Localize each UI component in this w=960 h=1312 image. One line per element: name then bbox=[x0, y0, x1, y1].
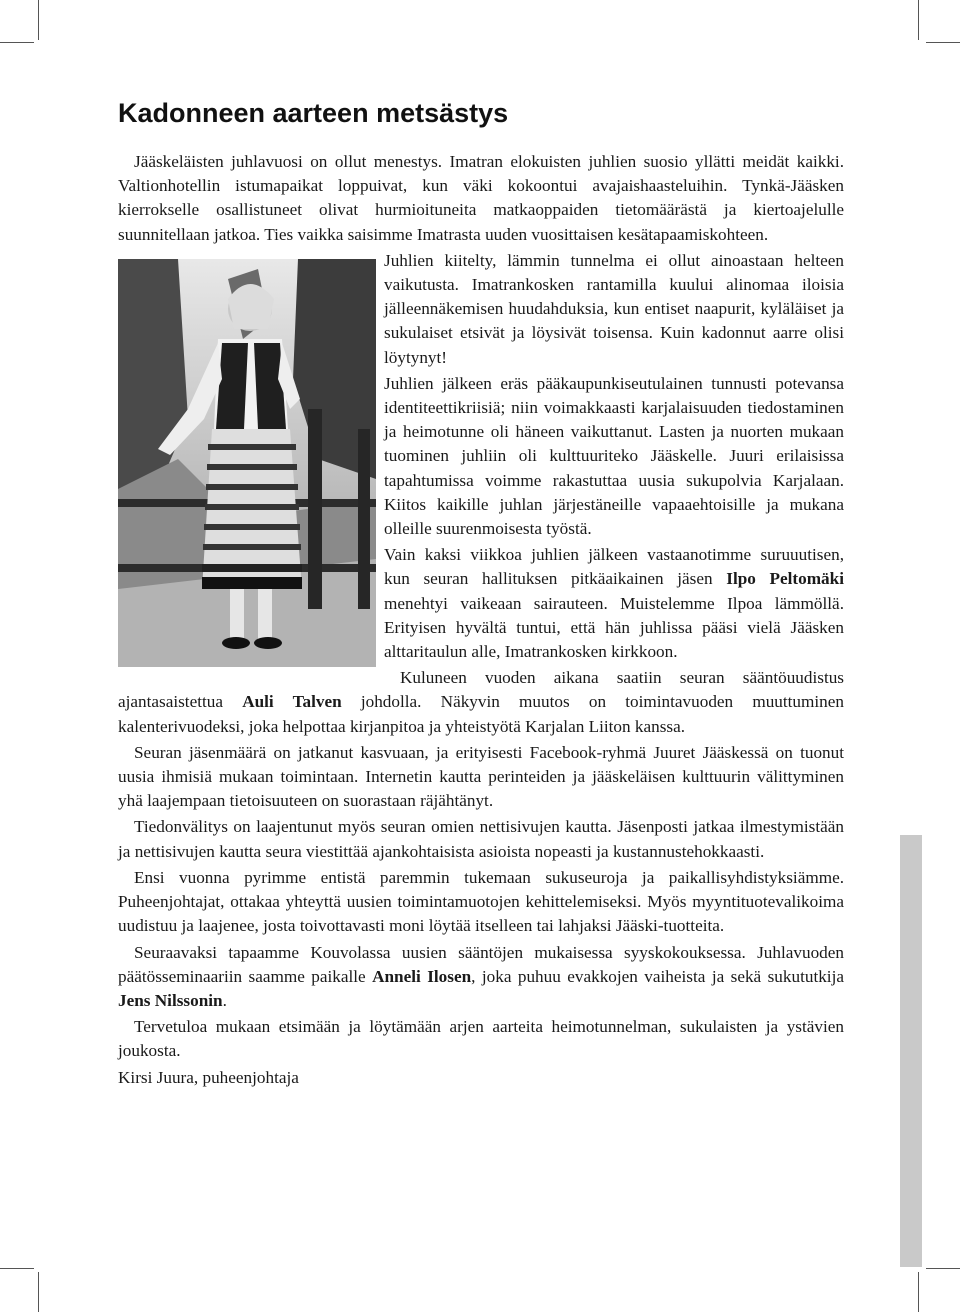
crop-mark bbox=[38, 0, 39, 40]
portrait-photo bbox=[118, 259, 376, 667]
name-auli: Auli Talven bbox=[242, 692, 342, 712]
name-anneli: Anneli Ilosen bbox=[372, 966, 472, 986]
page-edge-tab bbox=[900, 835, 922, 1267]
crop-mark bbox=[926, 42, 960, 43]
crop-mark bbox=[38, 1272, 39, 1312]
paragraph-next-year: Ensi vuonna pyrimme entistä paremmin tukemaan sukuseuroja ja paikallisyhdistyksiämme. Puheenjohtajat, ottakaa yhteyttä uusien toimintamuotojen kehittelemiseksi. Myös myyntituotevalikoima uudistuu ja laajenee, josta toivottavasti moni löytää itselleen tai lahjaksi Jääski-tuotteita. bbox=[118, 867, 844, 936]
crop-mark bbox=[0, 42, 34, 43]
crop-mark bbox=[918, 1272, 919, 1312]
crop-mark bbox=[926, 1268, 960, 1269]
article-body bbox=[118, 150, 844, 1092]
page-title: Kadonneen aarteen metsästys bbox=[118, 98, 509, 128]
paragraph-meeting: Seuraavaksi tapaamme Kouvolassa uusien sääntöjen mukaisessa syyskokouksessa. Juhlavuoden päätösseminaariin saamme paikalle Anneli Ilosen, joka puhuu evakkojen vaiheista ja sekä sukututkija Jens Nilssonin. bbox=[118, 942, 844, 1010]
paragraph-identity: Juhlien jälkeen eräs pääkaupunkiseutulainen tunnusti potevansa identiteettikriisiä; niin voimakkaasti karjalaisuuden tiedostaminen ja heimotunne oli häneen vaikuttanut. Lasten ja nuorten mukaan tuominen juhliin oli kulttuuriteko Jääskelle. Juuri erilaisissa tapahtumissa voimme rakastuttaa uusia sukupolvia Karjalaan. Kiitos kaikille juhlan järjestäneille vapaaehtoisille ja mukana olleille suurenmoisesta työstä. bbox=[384, 373, 844, 539]
name-jens: Jens Nilssonin bbox=[118, 990, 223, 1010]
paragraph-members: Seuran jäsenmäärä on jatkanut kasvuaan, ja erityisesti Facebook-ryhmä Juuret Jääskessä on tuonut uusia ihmisiä mukaan toimintaan. Internetin kautta perinteiden ja jääskeläisen kulttuurin välittyminen yhä laajempaan tietoisuuteen on suorastaan räjähtänyt. bbox=[118, 742, 844, 811]
paragraph-intro: Jääskeläisten juhlavuosi on ollut menestys. Imatran elokuisten juhlien suosio yllätti meidät kaikki. Valtionhotellin istumapaikat loppuivat, kun väki kokoontui avajaishaasteluihin. Tynkä-Jääsken kierrokselle osallistuneet olivat hurmioituneita matkaoppaiden tietomäärästä ja kiertoajelulle suunnitellaan jatkoa. Ties vaikka saisimme Imatrasta uuden vuosittaisen kesätapaamiskohteen. bbox=[118, 152, 844, 244]
paragraph-obituary: Vain kaksi viikkoa juhlien jälkeen vastaanotimme suruuutisen, kun seuran hallituksen pitkäaikainen jäsen Ilpo Peltomäki menehtyi vaikeaan sairauteen. Muistelemme Ilpoa lämmöllä. Erityisen hyvältä tuntui, että hän juhlissa pääsi vielä Jääsken alttaritaulun alle, Imatrankosken kirkkoon. bbox=[384, 545, 844, 662]
name-ilpo: Ilpo Peltomäki bbox=[726, 569, 844, 589]
crop-mark bbox=[0, 1268, 34, 1269]
striped-skirt bbox=[202, 429, 302, 589]
crop-mark bbox=[918, 0, 919, 40]
paragraph-rules: Kuluneen vuoden aikana saatiin seuran sääntöuudistus ajantasaistettua Auli Talven johdolla. Näkyvin muutos on toimintavuoden muuttuminen kalenterivuodeksi, joka helpottaa kirjanpitoa ja yhteistyötä Karjalan Liiton kanssa. bbox=[118, 668, 844, 736]
signature: Kirsi Juura, puheenjohtaja bbox=[118, 1067, 299, 1087]
paragraph-welcome: Tervetuloa mukaan etsimään ja löytämään arjen aarteita heimotunnelman, sukulaisten ja ystävien joukosta. bbox=[118, 1017, 844, 1061]
paragraph-atmosphere: Juhlien kiitelty, lämmin tunnelma ei ollut ainoastaan helteen vaikutusta. Imatrankosken rantamilla kuului alinomaa iloisia jälleennäkemisen huudahduksia, kun entiset naapurit, kyläläiset ja sukulaiset etsivät ja löysivät toisensa. Kuin kadonnut aarre olisi löytynyt! bbox=[384, 250, 844, 367]
paragraph-communication: Tiedonvälitys on laajentunut myös seuran omien nettisivujen kautta. Jäsenposti jatkaa ilmestymistään ja nettisivujen kautta seura viestittää ajankohtaisista asioista nopeasti ja kustannustehokkaasti. bbox=[118, 817, 844, 861]
